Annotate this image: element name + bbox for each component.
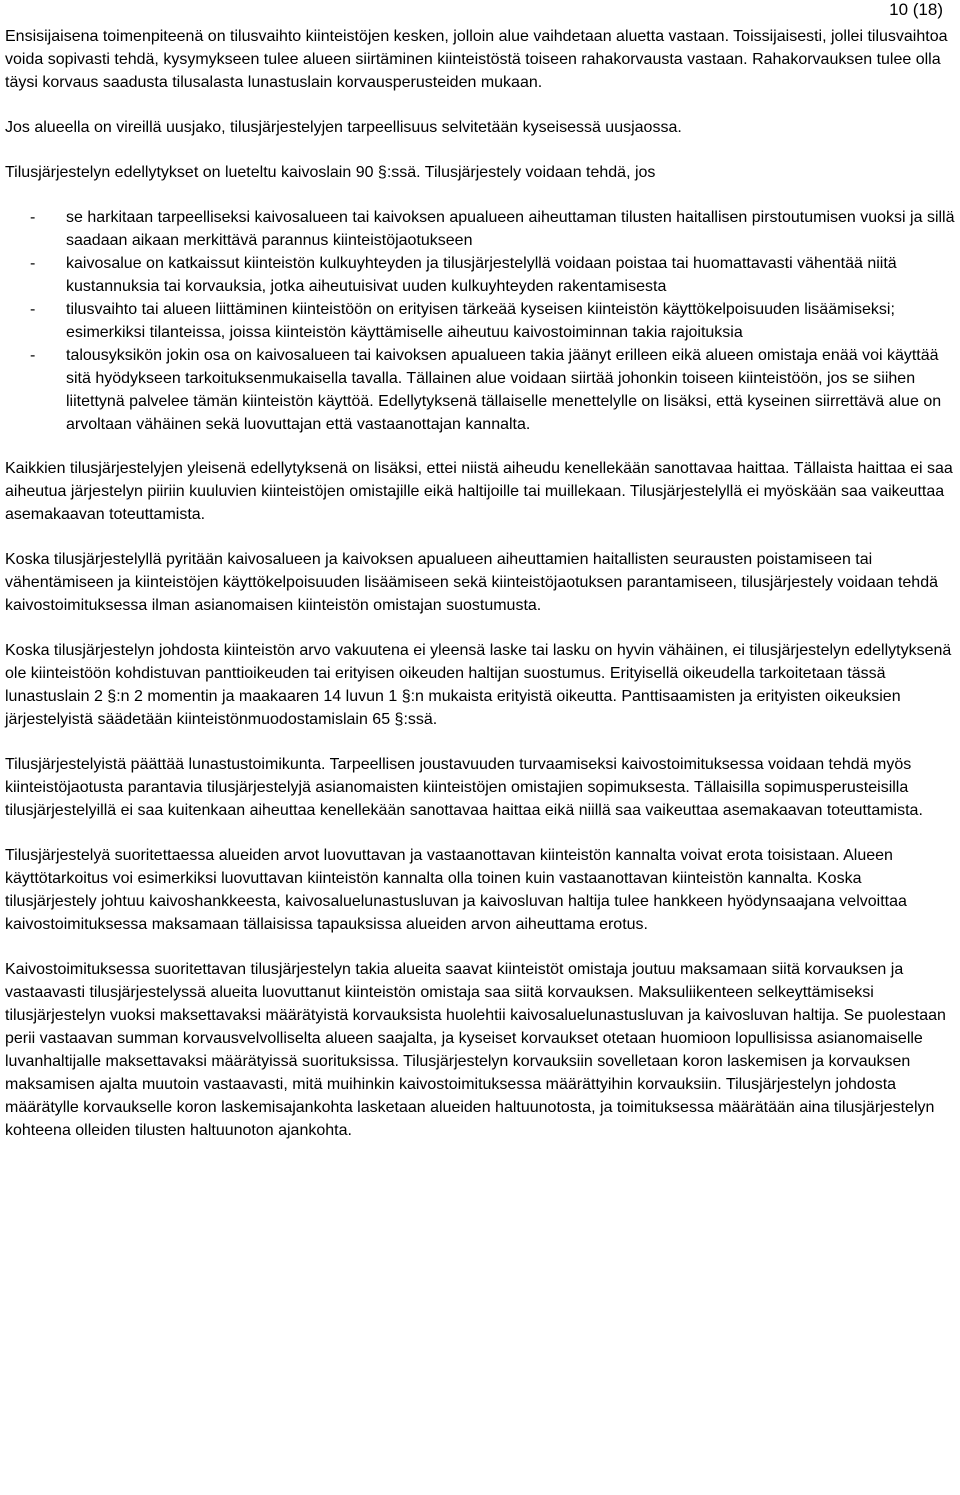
conditions-list [5, 206, 955, 436]
list-dash: - [30, 301, 36, 318]
list-dash: - [30, 209, 36, 226]
list-item-text: talousyksikön jokin osa on kaivosalueen tai kaivoksen apualueen takia jäänyt erilleen eikä alueen omistaja enää voi käyttää sitä hyödykseen tarkoituksenmukaisella tavalla. Tällainen alue voidaan siirtää johonkin toiseen kiinteistöön, jos se siihen liitettynä palvelee tämän kiinteistön käyttöä. Edellytyksenä tällaiselle menettelylle on lisäksi, että kyseinen siirrettävä alue on arvoltaan vähäinen sekä luovuttajan että vastaanottajan kannalta. [66, 347, 942, 433]
list-dash: - [30, 347, 36, 364]
paragraph-without-consent: Koska tilusjärjestelyllä pyritään kaivosalueen ja kaivoksen apualueen aiheuttamien haitallisten seurausten poistamiseen tai vähentämiseen ja kiinteistöjen käyttökelpoisuuden lisäämiseen sekä kiinteistöjaotuksen parantamiseen, tilusjärjestely voidaan tehdä kaivostoimituksessa ilman asianomaisen kiinteistön omistajan suostumusta. [5, 551, 938, 614]
list-dash: - [30, 255, 36, 272]
document-body [5, 25, 955, 1142]
paragraph-conditions-intro: Tilusjärjestelyn edellytykset on lueteltu kaivoslain 90 §:ssä. Tilusjärjestely voidaan tehdä, jos [5, 164, 656, 181]
paragraph-collateral-value: Koska tilusjärjestelyn johdosta kiinteistön arvo vakuutena ei yleensä laske tai lasku on hyvin vähäinen, ei tilusjärjestelyn edellytyksenä ole kiinteistöön kohdistuvan panttioikeuden tai erityisen oikeuden haltijan suostumus. Erityisellä oikeudella tarkoitetaan tässä lunastuslain 2 §:n 2 momentin ja maakaaren 14 luvun 1 §:n mukaista erityistä oikeutta. Panttisaamisten ja erityisten oikeuksien järjestelyistä säädetään kiinteistönmuodostamislain 65 §:ssä. [5, 642, 952, 728]
paragraph-exchange-priority: Ensisijaisena toimenpiteenä on tilusvaihto kiinteistöjen kesken, jolloin alue vaihdetaan aluetta vastaan. Toissijaisesti, jollei tilusvaihtoa voida sopivasti tehdä, kysymykseen tulee alueen siirtäminen kiinteistöstä toiseen rahakorvausta vastaan. Rahakorvauksen tulee olla täysi korvaus saadusta tilusalasta lunastuslain korvausperusteiden mukaan. [5, 28, 948, 91]
list-item [5, 252, 955, 298]
list-item [5, 344, 955, 436]
list-item-text: se harkitaan tarpeelliseksi kaivosalueen tai kaivoksen apualueen aiheuttaman tilusten haitallisen pirstoutumisen vuoksi ja sillä saadaan aikaan merkittävä parannus kiinteistöjaotukseen [66, 209, 955, 249]
paragraph-decision-body: Tilusjärjestelyistä päättää lunastustoimikunta. Tarpeellisen joustavuuden turvaamiseksi kaivostoimituksessa voidaan tehdä myös kiinteistöjaotusta parantavia tilusjärjestelyjä asianomaisten kiinteistöjen omistajien sopimuksesta. Tällaisilla sopimusperusteisilla tilusjärjestelyillä ei saa kuitenkaan aiheuttaa kenellekään sanottavaa haittaa eikä niillä saa vaikeuttaa asemakaavan toteuttamista. [5, 756, 923, 819]
list-item-text: kaivosalue on katkaissut kiinteistön kulkuyhteyden ja tilusjärjestelyllä voidaan poistaa tai huomattavasti vähentää niitä kustannuksia tai korvauksia, jotka aiheutuisivat uuden kulkuyhteyden rakentamisesta [66, 255, 897, 295]
paragraph-value-difference: Tilusjärjestelyä suoritettaessa alueiden arvot luovuttavan ja vastaanottavan kiinteistön kannalta voivat erota toisistaan. Alueen käyttötarkoitus voi esimerkiksi luovuttavan kiinteistön kannalta olla toinen kuin vastaanottavan kiinteistön kannalta. Koska tilusjärjestely johtuu kaivoshankkeesta, kaivosaluelunastusluvan ja kaivosluvan haltija tulee hankkeen hyödynsaajana velvoittaa kaivostoimituksessa maksamaan tällaisissa tapauksissa alueiden arvon aiheuttama erotus. [5, 847, 907, 933]
paragraph-general-condition: Kaikkien tilusjärjestelyjen yleisenä edellytyksenä on lisäksi, ettei niistä aiheudu kenellekään sanottavaa haittaa. Tällaista haittaa ei saa aiheutua järjestelyn piiriin kuuluvien kiinteistöjen omistajille eikä haltijoille tai muillekaan. Tilusjärjestelyllä ei myöskään saa vaikeuttaa asemakaavan toteuttamista. [5, 460, 953, 523]
list-item [5, 206, 955, 252]
paragraph-reallocation: Jos alueella on vireillä uusjako, tilusjärjestelyjen tarpeellisuus selvitetään kyseisessä uusjaossa. [5, 119, 682, 136]
paragraph-compensation: Kaivostoimituksessa suoritettavan tilusjärjestelyn takia alueita saavat kiinteistöt omistaja joutuu maksamaan siitä korvauksen ja vastaavasti tilusjärjestelyssä alueita luovuttanut kiinteistön omistaja saa siitä korvauksen. Maksuliikenteen selkeyttämiseksi tilusjärjestelyn vuoksi maksettavaksi määrätyistä korvauksista huolehtii kaivosaluelunastusluvan ja kaivosluvan haltija. Se puolestaan perii vastaavan summan korvausvelvolliselta alueen saajalta, ja kyseiset korvaukset otetaan huomioon lopullisissa asianomaiselle luvanhaltijalle maksettavaksi määrätyissä suorituksissa. Tilusjärjestelyn korvauksiin sovelletaan koron laskemisen ja korvauksen maksamisen ajalta muutoin vastaavasti, mitä muihinkin kaivostoimituksessa määrättyihin korvauksiin. Tilusjärjestelyn johdosta määrätylle korvaukselle koron laskemisajankohta lasketaan alueiden haltuunotosta, ja toimituksessa määrätään aina tilusjärjestelyn kohteena olleiden tilusten haltuunoton ajankohta. [5, 961, 946, 1139]
page-number: 10 (18) [889, 0, 943, 19]
list-item [5, 298, 955, 344]
list-item-text: tilusvaihto tai alueen liittäminen kiinteistöön on erityisen tärkeää kyseisen kiinteistön käyttökelpoisuuden lisäämiseksi; esimerkiksi tilanteissa, joissa kiinteistön käyttämiselle aiheutuu kaivostoiminnan takia rajoituksia [66, 301, 895, 341]
